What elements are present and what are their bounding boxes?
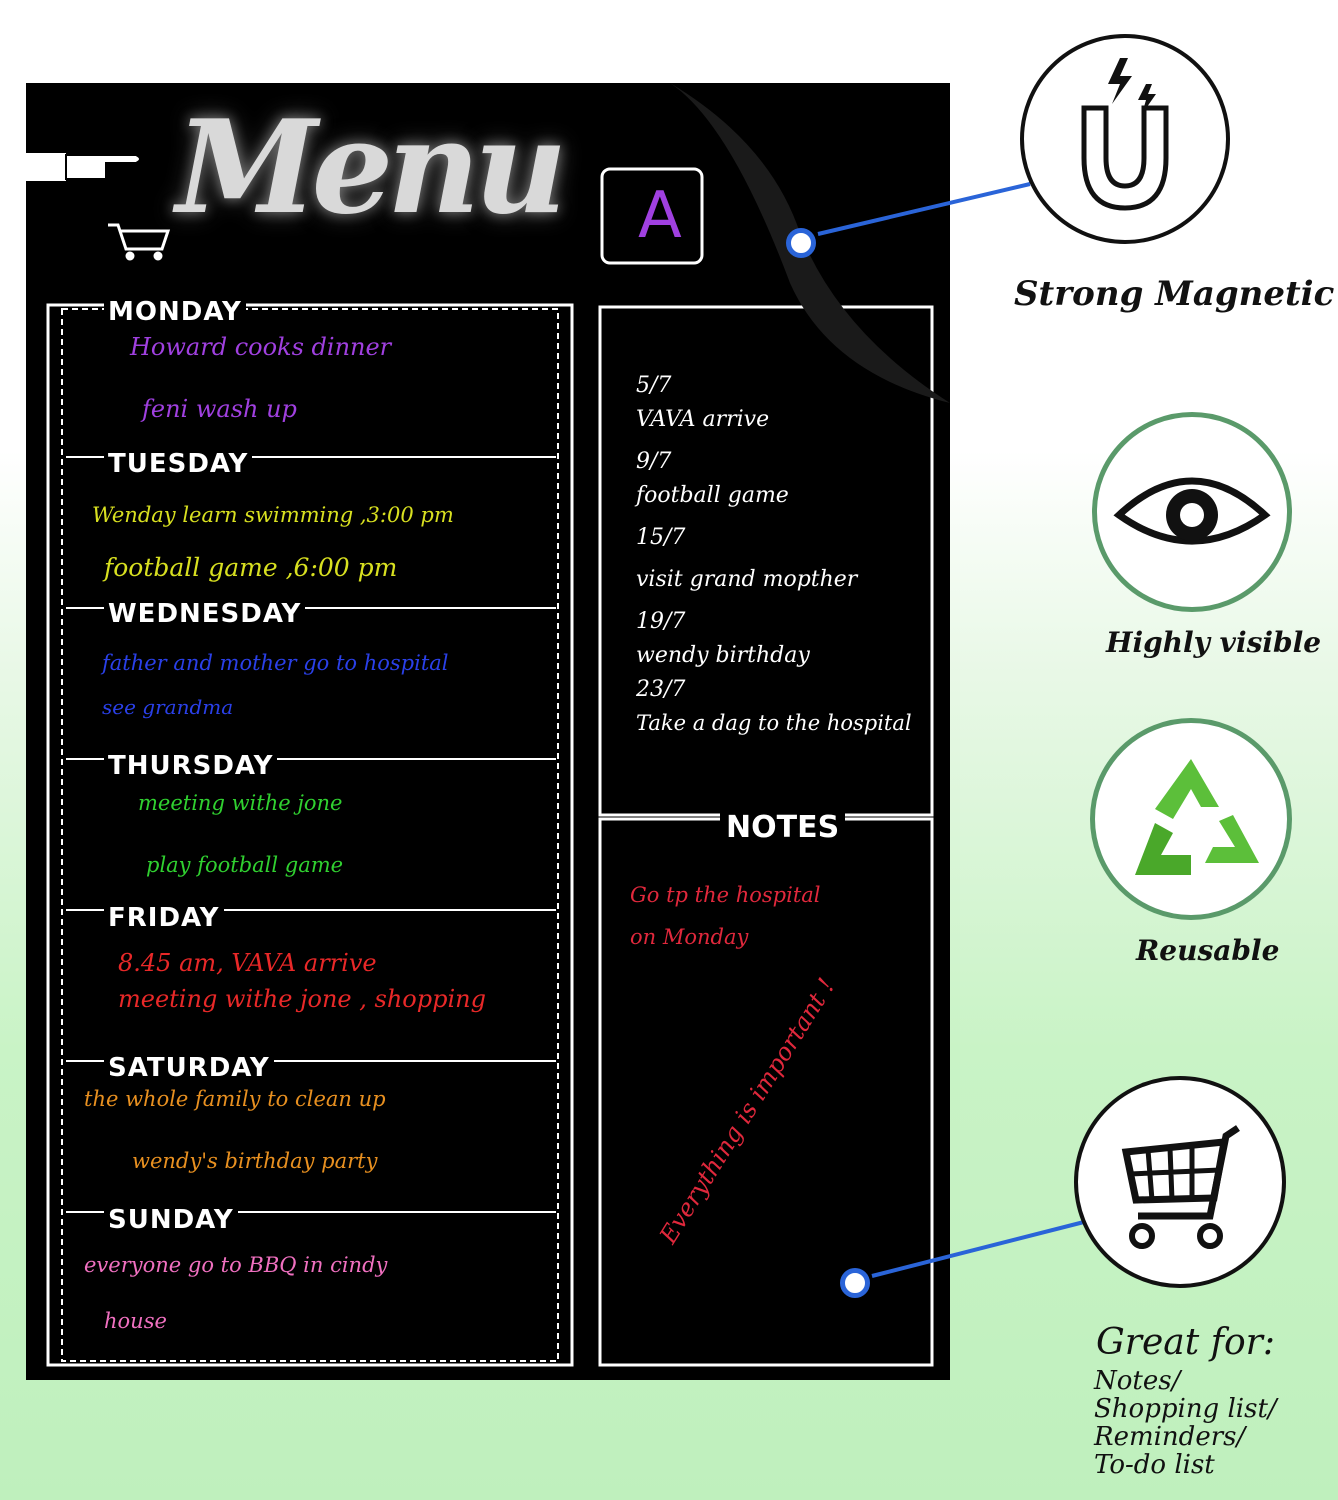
day-entry: everyone go to BBQ in cindy xyxy=(84,1253,388,1277)
great-for-heading: Great for: xyxy=(1096,1322,1275,1363)
calendar-line: VAVA arrive xyxy=(636,407,770,432)
day-label: SUNDAY xyxy=(104,1205,238,1235)
note-line: on Monday xyxy=(630,925,749,949)
calendar-line: 9/7 xyxy=(636,449,672,474)
magnet-badge xyxy=(1020,34,1230,244)
great-for-item: Shopping list/ xyxy=(1094,1394,1277,1424)
calendar-line: 5/7 xyxy=(636,373,672,398)
feature-label-reusable: Reusable xyxy=(1136,934,1280,967)
day-entry: house xyxy=(104,1309,167,1333)
board-title: Menu xyxy=(176,93,562,243)
day-entry: see grandma xyxy=(102,695,234,719)
day-entry: Howard cooks dinner xyxy=(130,333,392,361)
recycle-icon xyxy=(1095,723,1287,915)
day-label: SATURDAY xyxy=(104,1053,274,1083)
tab-letter: A xyxy=(638,179,682,253)
magnet-icon xyxy=(1024,38,1226,240)
great-for-item: To-do list xyxy=(1094,1450,1215,1480)
menu-board xyxy=(26,83,950,1380)
day-label: MONDAY xyxy=(104,297,246,327)
day-entry: play football game xyxy=(146,853,344,877)
day-entry: 8.45 am, VAVA arrive xyxy=(118,949,377,977)
note-line: Go tp the hospital xyxy=(630,883,821,907)
eye-badge xyxy=(1092,412,1292,612)
day-label: WEDNESDAY xyxy=(104,599,305,629)
calendar-line: Take a dag to the hospital xyxy=(636,711,912,735)
day-entry: wendy's birthday party xyxy=(132,1149,378,1173)
cart-badge xyxy=(1074,1076,1286,1288)
magnet-pointer-dot xyxy=(786,228,816,258)
cart-small-icon xyxy=(108,225,168,259)
calendar-line: 15/7 xyxy=(636,525,686,550)
cart-pointer-dot xyxy=(840,1268,870,1298)
day-entry: meeting withe jone xyxy=(138,791,343,815)
day-entry: father and mother go to hospital xyxy=(102,651,449,675)
day-entry: feni wash up xyxy=(142,395,297,423)
note-diagonal: Everything is important ! xyxy=(654,973,841,1249)
day-label: FRIDAY xyxy=(104,903,224,933)
feature-label-magnetic: Strong Magnetic xyxy=(1014,274,1335,314)
day-entry: meeting withe jone , shopping xyxy=(118,985,486,1013)
calendar-line: visit grand mopther xyxy=(636,567,858,592)
calendar-line: 23/7 xyxy=(636,677,686,702)
day-label: TUESDAY xyxy=(104,449,252,479)
feature-label-visible: Highly visible xyxy=(1106,626,1322,659)
day-entry: the whole family to clean up xyxy=(84,1087,386,1111)
calendar-line: football game xyxy=(636,483,789,508)
day-entry: Wenday learn swimming ,3:00 pm xyxy=(92,503,454,527)
recycle-badge xyxy=(1090,718,1292,920)
calendar-line: 19/7 xyxy=(636,609,686,634)
shopping-cart-icon xyxy=(1078,1080,1282,1284)
great-for-item: Reminders/ xyxy=(1094,1422,1246,1452)
notes-title: NOTES xyxy=(720,810,845,845)
day-label: THURSDAY xyxy=(104,751,277,781)
day-entry: football game ,6:00 pm xyxy=(104,553,398,582)
eye-icon xyxy=(1097,417,1287,607)
pointing-hand-icon xyxy=(26,153,140,181)
calendar-line: wendy birthday xyxy=(636,643,810,668)
great-for-item: Notes/ xyxy=(1094,1366,1181,1396)
